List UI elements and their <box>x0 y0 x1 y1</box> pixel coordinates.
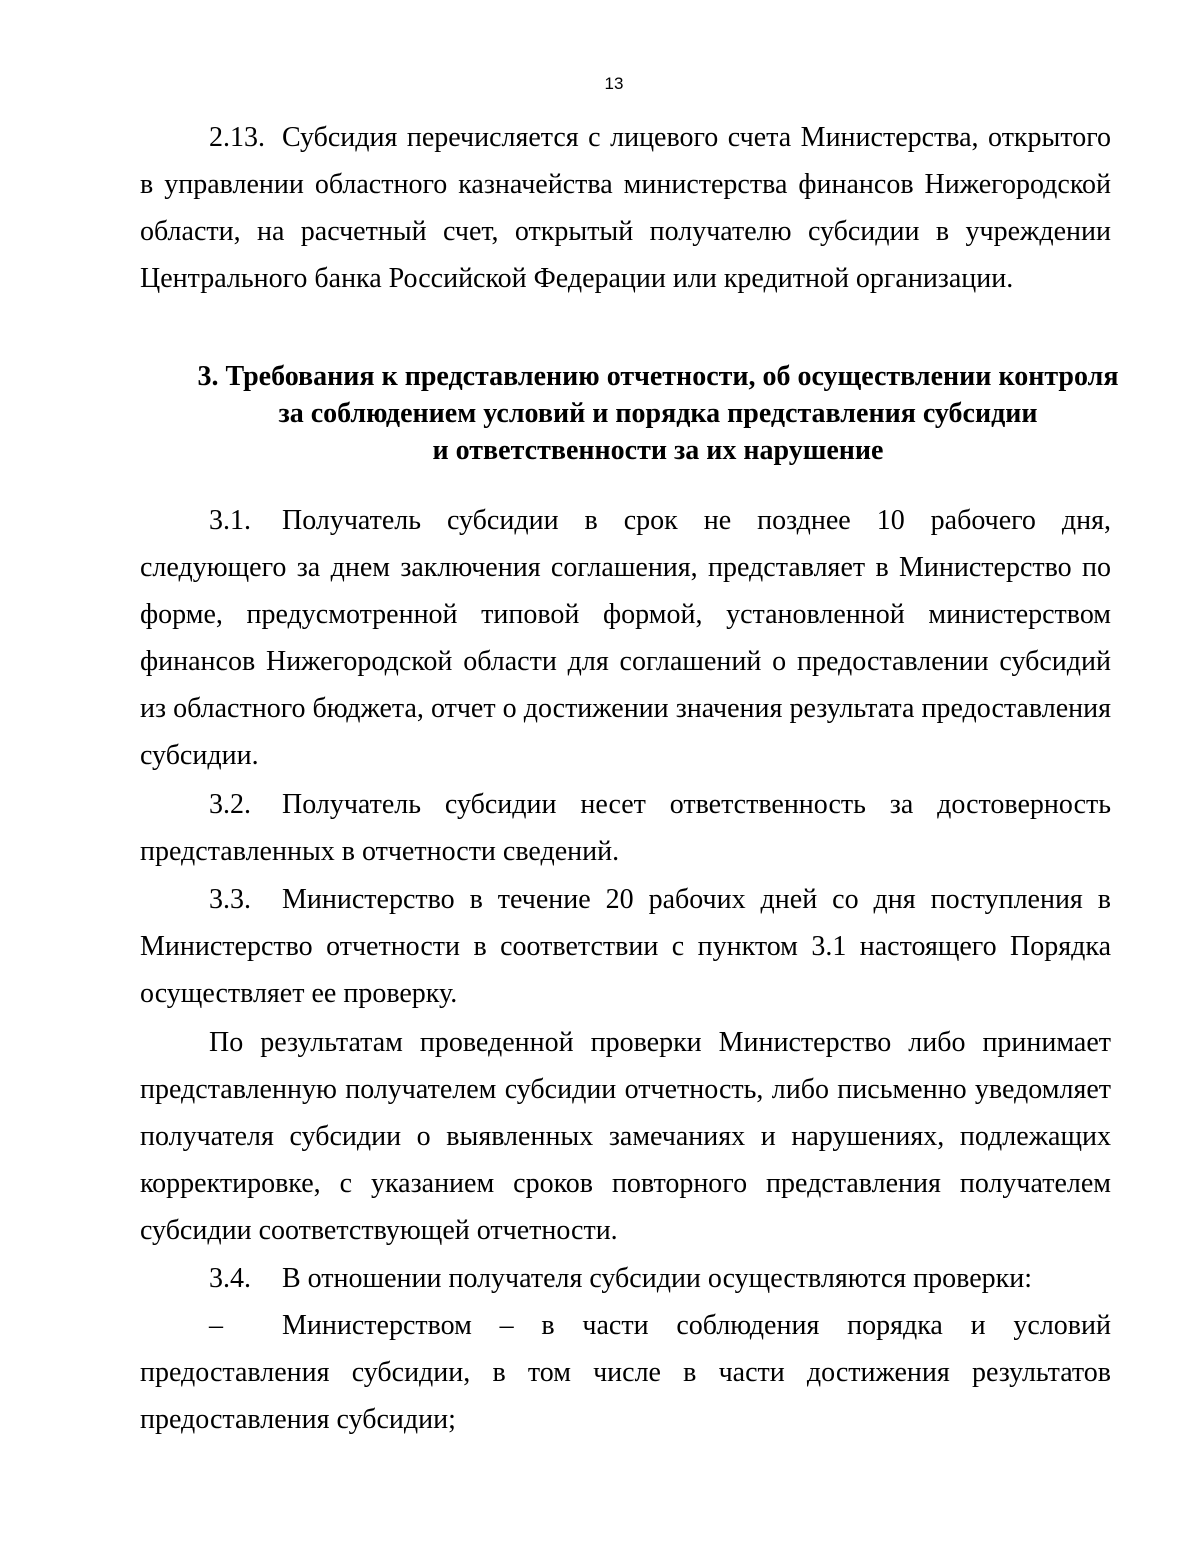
paragraph-number: 3.3. <box>209 884 251 915</box>
heading-line-2: за соблюдением условий и порядка представления субсидии <box>278 398 1038 429</box>
list-dash: – <box>209 1310 223 1341</box>
heading-line-1: 3. Требования к представлению отчетности, об осуществлении контроля <box>197 361 1119 392</box>
paragraph-3-4 <box>140 1255 1111 1302</box>
paragraph-3-3-continued <box>140 1019 1111 1254</box>
page-number: 13 <box>604 74 624 93</box>
paragraph-3-1 <box>140 497 1111 779</box>
paragraph-number: 3.4. <box>209 1263 251 1294</box>
paragraph-3-3 <box>140 876 1111 1017</box>
paragraph-number: 3.2. <box>209 789 251 820</box>
paragraph-text: Субсидия перечисляется с лицевого счета Министерства, открытого в управлении областного казначейства министерства финансов Нижегородской области, на расчетный счет, открытый получателю субсидии в учреждении Центрального банка Российской Федерации или кредитной организации. <box>140 122 1111 294</box>
paragraph-text: Министерство в течение 20 рабочих дней со дня поступления в Министерство отчетности в соответствии с пунктом 3.1 настоящего Порядка осуществляет ее проверку. <box>140 884 1111 1009</box>
paragraph-number: 2.13. <box>209 122 265 153</box>
section-3-heading <box>140 358 1176 469</box>
paragraph-2-13 <box>140 114 1111 302</box>
paragraph-text: Получатель субсидии в срок не позднее 10 рабочего дня, следующего за днем заключения соглашения, представляет в Министерство по форме, предусмотренной типовой формой, установленной министерством финансов Нижегородской области для соглашений о предоставлении субсидий из областного бюджета, отчет о достижении значения результата предоставления субсидии. <box>140 505 1111 771</box>
heading-line-3: и ответственности за их нарушение <box>432 435 884 466</box>
paragraph-number: 3.1. <box>209 505 251 536</box>
paragraph-3-4-item <box>140 1302 1111 1443</box>
paragraph-text: По результатам проведенной проверки Министерство либо принимает представленную получателем субсидии отчетность, либо письменно уведомляет получателя субсидии о выявленных замечаниях и нарушениях, подлежащих корректировке, с указанием сроков повторного представления получателем субсидии соответствующей отчетности. <box>140 1027 1111 1246</box>
paragraph-text: Министерством – в части соблюдения порядка и условий предоставления субсидии, в том числе в части достижения результатов предоставления субсидии; <box>140 1310 1111 1435</box>
paragraph-3-2 <box>140 781 1111 875</box>
paragraph-text: В отношении получателя субсидии осуществляются проверки: <box>282 1263 1032 1294</box>
paragraph-text: Получатель субсидии несет ответственность за достоверность представленных в отчетности сведений. <box>140 789 1111 867</box>
